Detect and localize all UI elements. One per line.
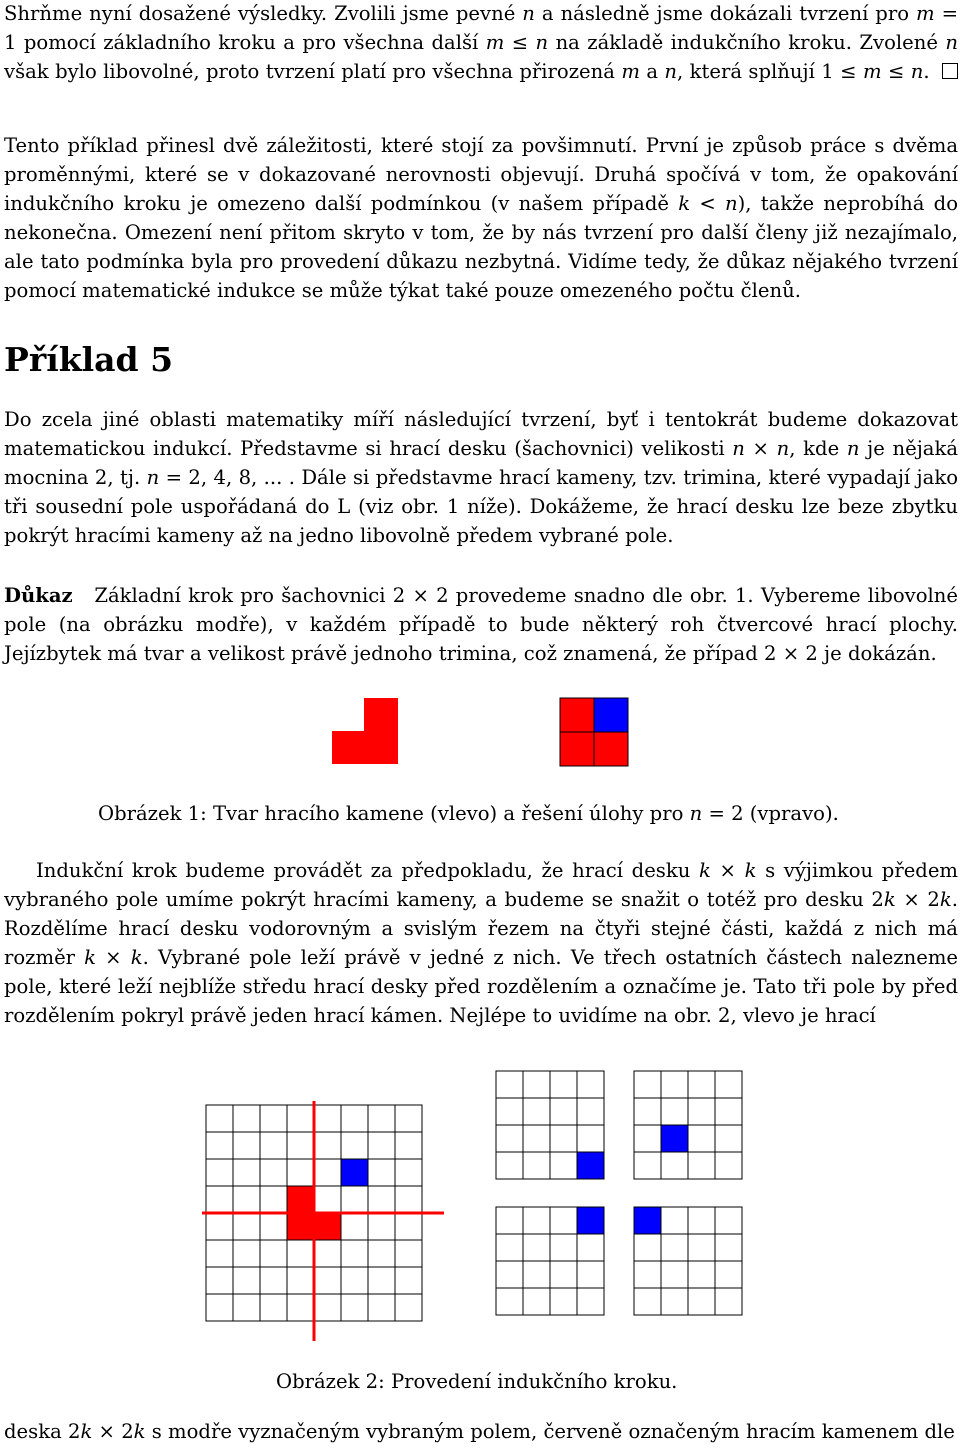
grid-cell xyxy=(206,1186,233,1213)
grid-cell xyxy=(260,1240,287,1267)
grid-cell xyxy=(287,1105,314,1132)
grid-cell xyxy=(661,1234,688,1261)
grid-cell xyxy=(341,1240,368,1267)
grid-cell xyxy=(287,1267,314,1294)
grid-cell xyxy=(634,1098,661,1125)
grid-cell xyxy=(206,1240,233,1267)
paragraph-induction-step: Indukční krok budeme provádět za předpokladu, že hrací desku k × k s výjimkou předem vybraného pole umíme pokrýt hracími kameny, a budeme se snažit o totéž pro desku 2k × 2k. Rozdělíme hrací desku vodorovným a svislým řezem na čtyři stejné části, každá z nich má rozměr k × k. Vybrané pole leží právě v jedné z nich. Ve třech ostatních částech nalezneme pole, které leží nejblíže středu hrací desky před rozdělením a označíme je. Tato tři pole by před rozdělením pokryl právě jeden hrací kámen. Nejlépe to uvidíme na obr. 2, vlevo je hrací xyxy=(4,859,959,1027)
figure-1-board-2x2 xyxy=(558,696,630,768)
paragraph-summary: Shrňme nyní dosažené výsledky. Zvolili jsme pevné n a následně jsme dokázali tvrzení pro m = 1 pomocí základního kroku a pro všechna další m ≤ n na základě indukčního kroku. Zvolené n však bylo libovolné, proto tvrzení platí pro všechna přirozená m a n, která splňují 1 ≤ m ≤ n. xyxy=(4,2,958,83)
grid-cell xyxy=(206,1213,233,1240)
grid-cell xyxy=(688,1234,715,1261)
grid-cell xyxy=(550,1125,577,1152)
grid-cell xyxy=(688,1098,715,1125)
grid-cell xyxy=(395,1186,422,1213)
grid-cell xyxy=(550,1207,577,1234)
grid-cell xyxy=(233,1240,260,1267)
grid-cell xyxy=(260,1213,287,1240)
grid-cell xyxy=(368,1132,395,1159)
grid-cell xyxy=(688,1207,715,1234)
grid-cell xyxy=(550,1234,577,1261)
grid-cell xyxy=(341,1267,368,1294)
grid-cell xyxy=(395,1267,422,1294)
figure-2-quadrant-bottom-left xyxy=(494,1205,606,1317)
grid-cell xyxy=(233,1186,260,1213)
grid-cell xyxy=(634,1261,661,1288)
grid-cell xyxy=(260,1294,287,1321)
grid-cell xyxy=(715,1071,742,1098)
figure-2-quadrant-bottom-right xyxy=(632,1205,744,1317)
qed-symbol xyxy=(942,63,958,79)
grid-cell xyxy=(715,1098,742,1125)
grid-cell xyxy=(233,1159,260,1186)
cell-red xyxy=(560,732,594,766)
grid-cell xyxy=(496,1288,523,1315)
paragraph-problem: Do zcela jiné oblasti matematiky míří následující tvrzení, byť i tentokrát budeme dokazovat matematickou indukcí. Představme si hrací desku (šachovnici) velikosti n × n, kde n je nějaká mocnina 2, tj. n = 2, 4, 8, ... . Dále si představme hrací kameny, tzv. trimina, které vypadají jako tři sousední pole uspořádaná do L (viz obr. 1 níže). Dokážeme, že hrací desku lze beze zbytku pokrýt hracími kameny až na jedno libovolně předem vybrané pole. xyxy=(4,408,958,547)
grid-cell xyxy=(661,1261,688,1288)
grid-cell xyxy=(341,1132,368,1159)
grid-cell xyxy=(577,1261,604,1288)
grid-cell xyxy=(523,1071,550,1098)
section-heading: Příklad 5 xyxy=(4,340,174,379)
grid-cell xyxy=(260,1105,287,1132)
grid-cell xyxy=(395,1213,422,1240)
grid-cell xyxy=(715,1152,742,1179)
grid-cell xyxy=(496,1234,523,1261)
figure-1-tromino xyxy=(330,696,402,766)
grid-cell xyxy=(688,1152,715,1179)
grid-cell xyxy=(496,1207,523,1234)
grid-cell xyxy=(715,1125,742,1152)
grid-cell xyxy=(314,1186,341,1213)
grid-cell-blue xyxy=(341,1159,368,1186)
grid-cell xyxy=(368,1294,395,1321)
grid-cell xyxy=(206,1294,233,1321)
cell-red xyxy=(560,698,594,732)
grid-cell xyxy=(233,1105,260,1132)
grid-cell xyxy=(341,1186,368,1213)
grid-cell xyxy=(577,1234,604,1261)
grid-cell-red xyxy=(287,1213,314,1240)
grid-cell xyxy=(287,1294,314,1321)
grid-cell xyxy=(206,1159,233,1186)
figure-2-caption: Obrázek 2: Provedení indukčního kroku. xyxy=(276,1370,678,1393)
grid-cell xyxy=(550,1071,577,1098)
grid-cell xyxy=(233,1267,260,1294)
grid-cell xyxy=(523,1152,550,1179)
grid-cell xyxy=(368,1186,395,1213)
grid-cell xyxy=(550,1288,577,1315)
figure-2-quadrant-top-right xyxy=(632,1069,744,1181)
grid-cell xyxy=(314,1105,341,1132)
grid-cell xyxy=(550,1261,577,1288)
grid-cell xyxy=(688,1071,715,1098)
grid-cell xyxy=(314,1132,341,1159)
grid-cell xyxy=(314,1240,341,1267)
grid-cell xyxy=(260,1132,287,1159)
grid-cell xyxy=(661,1152,688,1179)
paragraph-remarks: Tento příklad přinesl dvě záležitosti, které stojí za povšimnutí. První je způsob práce s dvěma proměnnými, které se v dokazované nerovnosti objevují. Druhá spočívá v tom, že opakování indukčního kroku je omezeno další podmínkou (v našem případě k < n), takže neprobíhá do nekonečna. Omezení není přitom skryto v tom, že by nás tvrzení pro další členy již nezajímalo, ale tato podmínka byla pro provedení důkazu nezbytná. Vidíme tedy, že důkaz nějakého tvrzení pomocí matematické indukce se může týkat také pouze omezeného počtu členů. xyxy=(4,134,959,302)
grid-cell xyxy=(314,1294,341,1321)
grid-cell xyxy=(523,1098,550,1125)
grid-cell-red xyxy=(314,1213,341,1240)
grid-cell xyxy=(523,1207,550,1234)
grid-cell-blue xyxy=(661,1125,688,1152)
grid-cell xyxy=(577,1071,604,1098)
grid-cell xyxy=(260,1159,287,1186)
grid-cell xyxy=(395,1240,422,1267)
grid-cell xyxy=(634,1071,661,1098)
grid-cell xyxy=(496,1125,523,1152)
grid-cell xyxy=(577,1098,604,1125)
grid-cell xyxy=(260,1186,287,1213)
figure-2-board-8x8 xyxy=(200,1099,446,1343)
grid-cell xyxy=(523,1234,550,1261)
grid-cell xyxy=(395,1294,422,1321)
grid-cell xyxy=(260,1267,287,1294)
grid-cell-blue xyxy=(634,1207,661,1234)
grid-cell xyxy=(715,1207,742,1234)
grid-cell xyxy=(634,1288,661,1315)
grid-cell xyxy=(368,1267,395,1294)
paragraph-continuation: deska 2k × 2k s modře vyznačeným vybraným polem, červeně označeným hracím kamenem dle xyxy=(4,1420,955,1443)
figure-1-caption: Obrázek 1: Tvar hracího kamene (vlevo) a řešení úlohy pro n = 2 (vpravo). xyxy=(98,802,839,825)
grid-cell xyxy=(634,1152,661,1179)
grid-cell xyxy=(715,1288,742,1315)
grid-cell xyxy=(206,1267,233,1294)
grid-cell xyxy=(496,1071,523,1098)
grid-cell xyxy=(661,1288,688,1315)
grid-cell xyxy=(523,1261,550,1288)
grid-cell xyxy=(287,1240,314,1267)
grid-cell xyxy=(368,1105,395,1132)
paragraph-proof: Důkaz Základní krok pro šachovnici 2 × 2 provedeme snadno dle obr. 1. Vybereme libovolné pole (na obrázku modře), v každém případě to bude některý roh čtvercové hrací plochy. Jejízbytek má tvar a velikost právě jednoho trimina, což znamená, že případ 2 × 2 je dokázán. xyxy=(4,584,958,665)
grid-cell xyxy=(287,1132,314,1159)
grid-cell xyxy=(688,1288,715,1315)
cell-selected-blue xyxy=(594,698,628,732)
grid-cell xyxy=(314,1159,341,1186)
cell-red xyxy=(594,732,628,766)
grid-cell xyxy=(395,1132,422,1159)
grid-cell xyxy=(368,1240,395,1267)
grid-cell xyxy=(368,1159,395,1186)
grid-cell xyxy=(496,1261,523,1288)
grid-cell xyxy=(341,1294,368,1321)
grid-cell xyxy=(287,1159,314,1186)
grid-cell xyxy=(661,1071,688,1098)
grid-cell xyxy=(233,1132,260,1159)
grid-cell xyxy=(715,1234,742,1261)
grid-cell xyxy=(233,1294,260,1321)
grid-cell xyxy=(523,1125,550,1152)
grid-cell xyxy=(661,1098,688,1125)
grid-cell xyxy=(661,1207,688,1234)
grid-cell xyxy=(577,1288,604,1315)
grid-cell xyxy=(341,1105,368,1132)
grid-cell xyxy=(550,1152,577,1179)
grid-cell xyxy=(688,1261,715,1288)
grid-cell-blue xyxy=(577,1207,604,1234)
grid-cell xyxy=(395,1105,422,1132)
grid-cell xyxy=(688,1125,715,1152)
grid-cell xyxy=(634,1125,661,1152)
grid-cell xyxy=(395,1159,422,1186)
grid-cell xyxy=(550,1098,577,1125)
grid-cell-blue xyxy=(577,1152,604,1179)
grid-cell xyxy=(577,1125,604,1152)
grid-cell xyxy=(341,1213,368,1240)
grid-cell xyxy=(496,1098,523,1125)
grid-cell xyxy=(523,1288,550,1315)
grid-cell xyxy=(496,1152,523,1179)
grid-cell xyxy=(314,1267,341,1294)
tromino-shape xyxy=(332,698,398,764)
grid-cell xyxy=(233,1213,260,1240)
grid-cell xyxy=(206,1132,233,1159)
figure-2-quadrant-top-left xyxy=(494,1069,606,1181)
grid-cell xyxy=(634,1234,661,1261)
proof-label: Důkaz xyxy=(4,584,73,607)
grid-cell xyxy=(368,1213,395,1240)
grid-cell-red xyxy=(287,1186,314,1213)
grid-cell xyxy=(715,1261,742,1288)
grid-cell xyxy=(206,1105,233,1132)
